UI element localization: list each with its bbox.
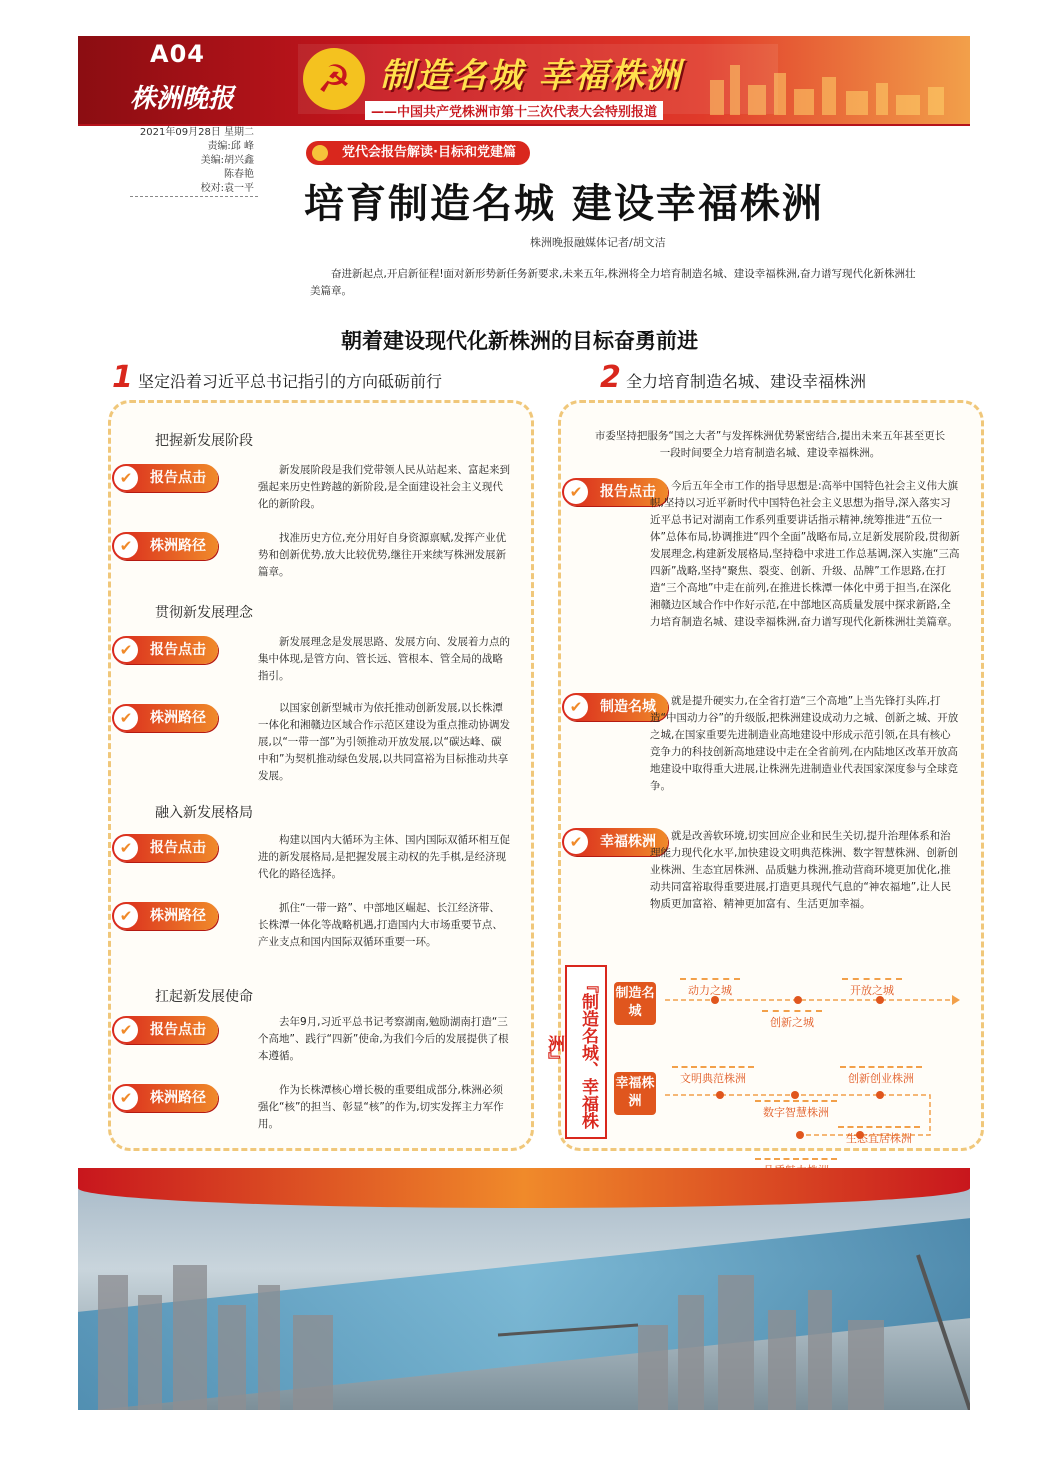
check-icon: ✔ — [114, 706, 138, 730]
diagram-item: 文明典范株洲 — [672, 1066, 754, 1088]
happiness-text: 就是改善软环境,切实回应企业和民生关切,提升治理体系和治理能力现代化水平,加快建设文明典范株洲、数字智慧株洲、创新创业株洲、生态宜居株洲、品质魅力株洲,推动营商环境更加优化,推动共同富裕取得重要进展,打造更具现代气息的“神农福地”,让人民物质更加富裕、精神更加富有、生活更加幸福。 — [650, 830, 958, 910]
col1-heading — [112, 360, 442, 395]
section-subhead: 朝着建设现代化新株洲的目标奋勇前进 — [341, 329, 698, 353]
designer-2: 陈春艳 — [224, 169, 254, 180]
city-buildings — [78, 1215, 970, 1410]
diagram-label: 『制造名城、幸福株洲』 — [565, 965, 607, 1139]
manufacturing-badge: ✔ 制造名城 — [562, 693, 668, 721]
report-text: 去年9月,习近平总书记考察湖南,勉励湖南打造“三个高地”、践行“四新”使命,为我们今后的发展提供了根本遵循。 — [258, 1016, 509, 1062]
report-badge: ✔ 报告点击 — [112, 834, 218, 862]
byline: 株洲晚报融媒体记者/胡文洁 — [530, 236, 666, 249]
report-text: 构建以国内大循环为主体、国内国际双循环相互促进的新发展格局,是把握发展主动权的先手棋,是经济现代化的路径选择。 — [258, 834, 510, 880]
report-text: 新发展理念是发展思路、发展方向、发展着力点的集中体现,是管方向、管长远、管根本、管全局的战略指引。 — [258, 636, 510, 682]
path-text: 抓住“一带一路”、中部地区崛起、长江经济带、长株潭一体化等战略机遇,打造国内大市场重要节点、产业支点和国内国际双循环重要一环。 — [258, 902, 503, 948]
diagram-item: 数字智慧株洲 — [755, 1100, 837, 1122]
check-icon: ✔ — [114, 1086, 138, 1110]
issue-date: 2021年09月28日 星期二 — [139, 127, 254, 138]
check-icon: ✔ — [114, 534, 138, 558]
lead-paragraph: 奋进新起点,开启新征程!面对新形势新任务新要求,未来五年,株洲将全力培育制造名城、建设幸福株洲,奋力谱写现代化新株洲壮美篇章。 — [310, 268, 916, 297]
check-icon: ✔ — [564, 830, 588, 854]
col1-title: 坚定沿着习近平总书记指引的方向砥砺前行 — [137, 372, 442, 391]
path-text: 以国家创新型城市为依托推动创新发展,以长株潭一体化和湘赣边区域合作示范区建设为重点推动协调发展,以“一带一部”为引领推动开放发展,以“碳达峰、碳中和”为契机推动绿色发展,以共同富裕为目标推动共享发展。 — [258, 702, 510, 782]
topic-title: 融入新发展格局 — [155, 805, 253, 821]
topic-title: 贯彻新发展理念 — [155, 605, 253, 621]
manufacturing-text: 就是提升硬实力,在全省打造“三个高地”上当先锋打头阵,打造“中国动力谷”的升级版,把株洲建设成动力之城、创新之城、开放之城,在国家重要先进制造业高地建设中形成示范引领,在具有核心竞争力的科技创新高地建设中走在全省前列,在内陆地区改革开放高地建设中取得重大进展,让株洲先进制造业代表国家深度参与全球竞争。 — [650, 695, 959, 792]
report-badge: ✔ 报告点击 — [112, 636, 218, 664]
path-badge: ✔ 株洲路径 — [112, 902, 218, 930]
topic-title: 把握新发展阶段 — [155, 433, 253, 449]
report-text: 今后五年全市工作的指导思想是:高举中国特色社会主义伟大旗帜,坚持以习近平新时代中国特色社会主义思想为指导,深入落实习近平总书记对湖南工作系列重要讲话指示精神,统筹推进“五位一体”总体布局,协调推进“四个全面”战略布局,立足新发展阶段,贯彻新发展理念,构建新发展格局,坚持稳中求进工作总基调,深入实施“三高四新”战略,坚持“聚焦、裂变、创新、升级、品牌”工作思路,在打造“三个高地”中走在前列,在推进长株潭一体化中勇于担当,在深化湘赣边区域合作中作好示范,在中部地区高质量发展中探求新路,全力培育制造名城、建设幸福株洲,奋力谱写现代化新株洲壮美篇章。 — [650, 480, 960, 628]
city-photo — [78, 1175, 970, 1410]
col1-number: 1 — [112, 360, 133, 395]
campaign-title: 制造名城 幸福株洲 — [380, 56, 682, 96]
check-icon: ✔ — [564, 695, 588, 719]
skyline-icon — [700, 55, 960, 115]
report-badge: ✔ 报告点击 — [562, 478, 668, 506]
diagram-row2-label: 幸福株洲 — [614, 1072, 656, 1115]
path-badge: ✔ 株洲路径 — [112, 532, 218, 560]
check-icon: ✔ — [114, 904, 138, 928]
col2-number: 2 — [600, 360, 621, 395]
check-icon: ✔ — [114, 638, 138, 662]
red-swoosh-decoration — [78, 1168, 970, 1208]
path-badge: ✔ 株洲路径 — [112, 704, 218, 732]
diagram-item: 创新创业株洲 — [840, 1066, 922, 1088]
diagram-item: 创新之城 — [762, 1010, 822, 1032]
col2-title: 全力培育制造名城、建设幸福株洲 — [625, 372, 866, 391]
path-text: 找准历史方位,充分用好自身资源禀赋,发挥产业优势和创新优势,放大比较优势,继往开来续写株洲发展新篇章。 — [258, 532, 507, 578]
report-badge: ✔ 报告点击 — [112, 1016, 218, 1044]
col2-intro: 市委坚持把服务“国之大者”与发挥株洲优势紧密结合,提出未来五年甚至更长一段时间要全力培育制造名城、建设幸福株洲。 — [594, 430, 946, 459]
check-icon: ✔ — [564, 480, 588, 504]
diagram-item: 生态宜居株洲 — [838, 1126, 920, 1148]
report-badge: ✔ 报告点击 — [112, 464, 218, 492]
check-icon: ✔ — [114, 466, 138, 490]
designer: 美编:胡兴鑫 — [200, 155, 254, 166]
path-badge: ✔ 株洲路径 — [112, 1084, 218, 1112]
proofreader: 校对:袁一平 — [200, 183, 254, 194]
paper-name: 株洲晚报 — [130, 84, 235, 114]
section-tag: 党代会报告解读·目标和党建篇 — [306, 141, 530, 165]
diagram-item: 开放之城 — [842, 978, 902, 1000]
editor: 责编:邱 峰 — [207, 141, 254, 152]
topic-title: 扛起新发展使命 — [155, 989, 253, 1005]
meta-divider — [130, 196, 258, 197]
diagram-row1-label: 制造名城 — [614, 982, 656, 1025]
happiness-badge: ✔ 幸福株洲 — [562, 828, 668, 856]
col2-heading — [600, 360, 866, 395]
check-icon: ✔ — [114, 1018, 138, 1042]
page-number: A04 — [150, 40, 205, 68]
page-headline: 培育制造名城 建设幸福株洲 — [304, 181, 824, 227]
check-icon: ✔ — [114, 836, 138, 860]
diagram-item: 动力之城 — [680, 978, 740, 1000]
issue-meta — [130, 126, 254, 196]
path-text: 作为长株潭核心增长极的重要组成部分,株洲必须强化“核”的担当、彰显“核”的作为,切实发挥主力军作用。 — [258, 1084, 504, 1130]
report-text: 新发展阶段是我们党带领人民从站起来、富起来到强起来历史性跨越的新阶段,是全面建设社会主义现代化的新阶段。 — [258, 464, 510, 510]
party-emblem-icon: ☭ — [303, 48, 365, 110]
campaign-subtitle: ——中国共产党株洲市第十三次代表大会特别报道 — [365, 101, 663, 120]
